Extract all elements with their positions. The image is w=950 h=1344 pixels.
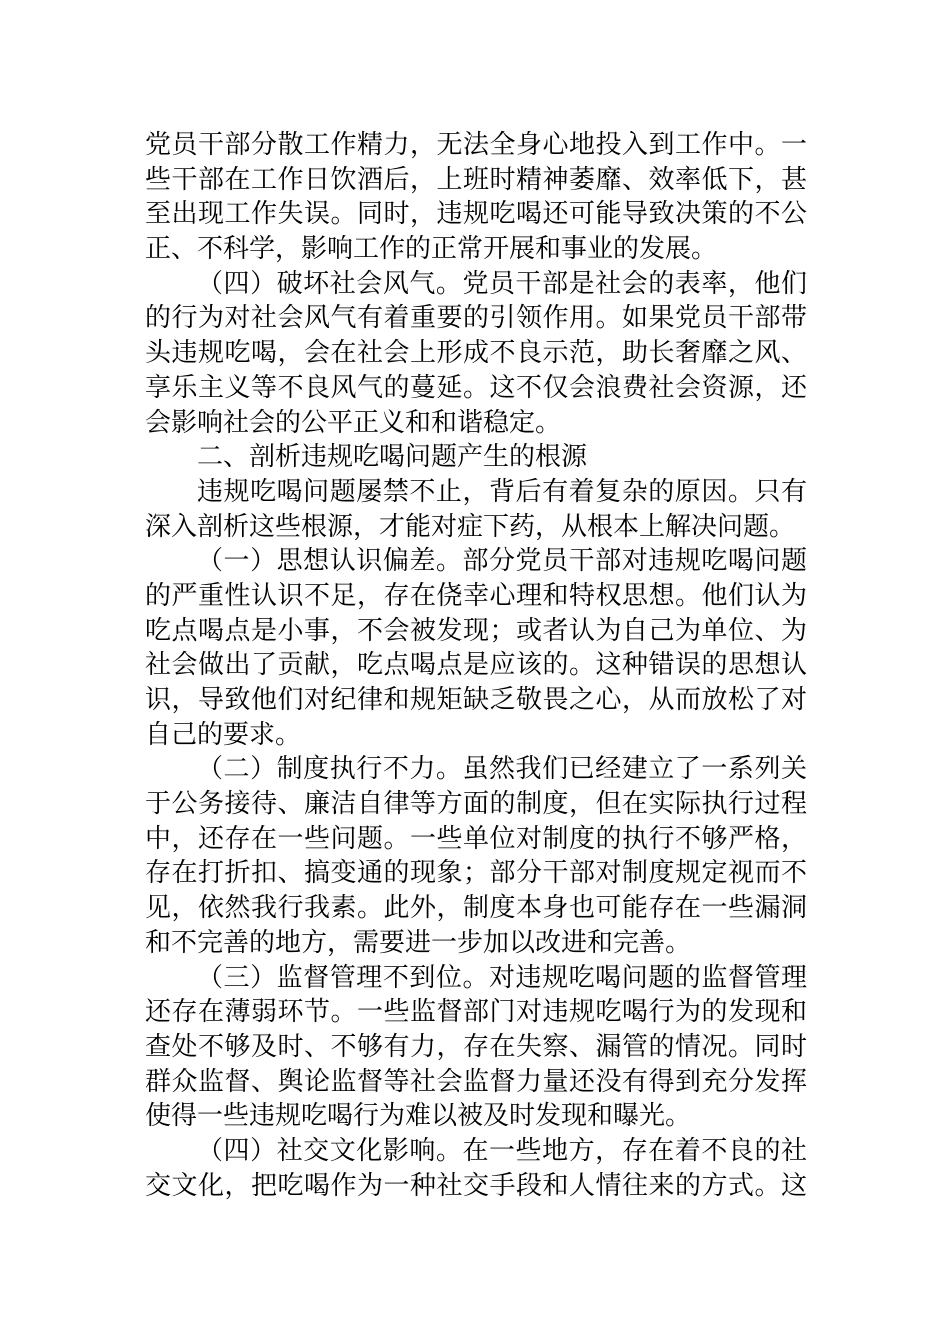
text-line: 社会做出了贡献，吃点喝点是应该的。这种错误的思想认 <box>145 650 807 681</box>
text-line: （一）思想认识偏差。部分党员干部对违规吃喝问题 <box>197 546 807 577</box>
paragraph-p-continuation <box>145 128 807 267</box>
text-line: 些干部在工作日饮酒后，上班时精神萎靡、效率低下，甚 <box>145 164 807 195</box>
text-line: （四）社交文化影响。在一些地方，存在着不良的社 <box>197 1135 807 1166</box>
text-line: 的行为对社会风气有着重要的引领作用。如果党员干部带 <box>145 303 807 334</box>
text-line: 交文化，把吃喝作为一种社交手段和人情往来的方式。这 <box>145 1170 807 1201</box>
text-line: 查处不够及时、不够有力，存在失察、漏管的情况。同时 <box>145 1031 807 1062</box>
text-line: 存在打折扣、搞变通的现象；部分干部对制度规定视而不 <box>145 858 807 889</box>
text-line: 还存在薄弱环节。一些监督部门对违规吃喝行为的发现和 <box>145 997 807 1028</box>
paragraph-p-cause-2 <box>145 752 807 960</box>
text-line: 深入剖析这些根源，才能对症下药，从根本上解决问题。 <box>145 511 796 542</box>
paragraph-p-cause-1 <box>145 544 807 752</box>
document-page <box>145 128 807 1203</box>
text-line: （三）监督管理不到位。对违规吃喝问题的监督管理 <box>197 962 807 993</box>
paragraph-p-section-4 <box>145 267 807 440</box>
text-line: 享乐主义等不良风气的蔓延。这不仅会浪费社会资源，还 <box>145 372 807 403</box>
text-line: （四）破坏社会风气。党员干部是社会的表率，他们 <box>197 268 807 299</box>
text-line: 违规吃喝问题屡禁不止，背后有着复杂的原因。只有 <box>197 476 807 507</box>
paragraph-p-intro <box>145 475 807 544</box>
text-line: 自己的要求。 <box>145 719 302 750</box>
text-line: 吃点喝点是小事，不会被发现；或者认为自己为单位、为 <box>145 615 807 646</box>
text-line: 和不完善的地方，需要进一步加以改进和完善。 <box>145 927 692 958</box>
text-line: 使得一些违规吃喝行为难以被及时发现和曝光。 <box>145 1101 692 1132</box>
text-line: 的严重性认识不足，存在侥幸心理和特权思想。他们认为 <box>145 580 807 611</box>
text-line: 群众监督、舆论监督等社会监督力量还没有得到充分发挥 <box>145 1066 807 1097</box>
paragraph-p-cause-3 <box>145 961 807 1134</box>
text-line: 正、不科学，影响工作的正常开展和事业的发展。 <box>145 234 718 265</box>
paragraph-p-cause-4 <box>145 1134 807 1203</box>
text-line: 会影响社会的公平正义和和谐稳定。 <box>145 407 562 438</box>
text-line: 二、剖析违规吃喝问题产生的根源 <box>197 442 588 473</box>
text-line: （二）制度执行不力。虽然我们已经建立了一系列关 <box>197 754 807 785</box>
text-line: 头违规吃喝，会在社会上形成不良示范，助长奢靡之风、 <box>145 338 807 369</box>
text-line: 至出现工作失误。同时，违规吃喝还可能导致决策的不公 <box>145 199 807 230</box>
text-line: 于公务接待、廉洁自律等方面的制度，但在实际执行过程 <box>145 789 807 820</box>
text-line: 中，还存在一些问题。一些单位对制度的执行不够严格， <box>145 823 807 854</box>
paragraph-p-heading-2 <box>145 440 807 475</box>
text-line: 识，导致他们对纪律和规矩缺乏敬畏之心，从而放松了对 <box>145 685 807 715</box>
text-line: 见，依然我行我素。此外，制度本身也可能存在一些漏洞 <box>145 893 807 924</box>
text-line: 党员干部分散工作精力，无法全身心地投入到工作中。一 <box>145 130 807 160</box>
